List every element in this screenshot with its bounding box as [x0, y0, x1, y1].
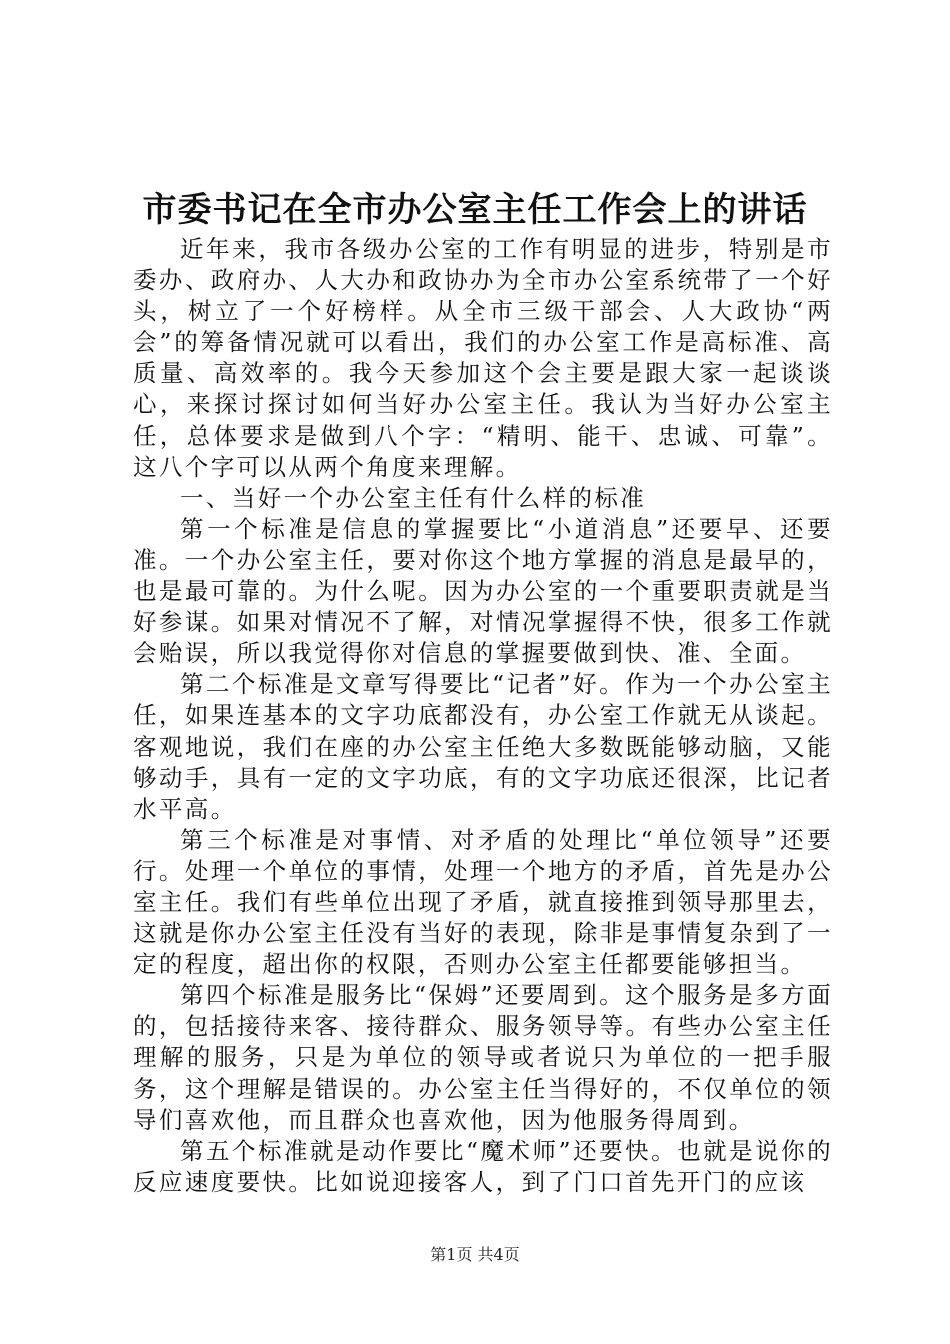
document-body: [133, 234, 833, 1198]
document-title: 市委书记在全市办公室主任工作会上的讲话: [142, 190, 808, 230]
paragraph-standard-1: 第一个标准是信息的掌握要比“小道消息”还要早、还要准。一个办公室主任，要对你这个地方掌握的消息是最早的，也是最可靠的。为什么呢。因为办公室的一个重要职责就是当好参谋。如果对情况不了解，对情况掌握得不快，很多工作就会贻误，所以我觉得你对信息的掌握要做到快、准、全面。: [133, 514, 833, 668]
paragraph-standard-4: 第四个标准是服务比“保姆”还要周到。这个服务是多方面的，包括接待来客、接待群众、服务领导等。有些办公室主任理解的服务，只是为单位的领导或者说只为单位的一把手服务，这个理解是错误的。办公室主任当得好的，不仅单位的领导们喜欢他，而且群众也喜欢他，因为他服务得周到。: [133, 981, 833, 1134]
paragraph-standard-2: 第二个标准是文章写得要比“记者”好。作为一个办公室主任，如果连基本的文字功底都没有，办公室工作就无从谈起。客观地说，我们在座的办公室主任绝大多数既能够动脑，又能够动手，具有一定的文字功底，有的文字功底还很深，比记者水平高。: [133, 670, 833, 823]
section-heading: 一、当好一个办公室主任有什么样的标准: [180, 483, 647, 512]
paragraph-standard-3: 第三个标准是对事情、对矛盾的处理比“单位领导”还要行。处理一个单位的事情，处理一个地方的矛盾，首先是办公室主任。我们有些单位出现了矛盾，就直接推到领导那里去，这就是你办公室主任没有当好的表现，除非是事情复杂到了一定的程度，超出你的权限，否则办公室主任都要能够担当。: [133, 825, 833, 979]
paragraph-standard-5: 第五个标准就是动作要比“魔术师”还要快。也就是说你的反应速度要快。比如说迎接客人，到了门口首先开门的应该: [133, 1136, 833, 1196]
paragraph-intro: 近年来，我市各级办公室的工作有明显的进步，特别是市委办、政府办、人大办和政协办为全市办公室系统带了一个好头，树立了一个好榜样。从全市三级干部会、人大政协“两会”的筹备情况就可以看出，我们的办公室工作是高标准、高质量、高效率的。我今天参加这个会主要是跟大家一起谈谈心，来探讨探讨如何当好办公室主任。我认为当好办公室主任，总体要求是做到八个字：“精明、能干、忠诚、可靠”。这八个字可以从两个角度来理解。: [133, 235, 833, 481]
page-number-footer: 第1页 共4页: [430, 1245, 520, 1264]
